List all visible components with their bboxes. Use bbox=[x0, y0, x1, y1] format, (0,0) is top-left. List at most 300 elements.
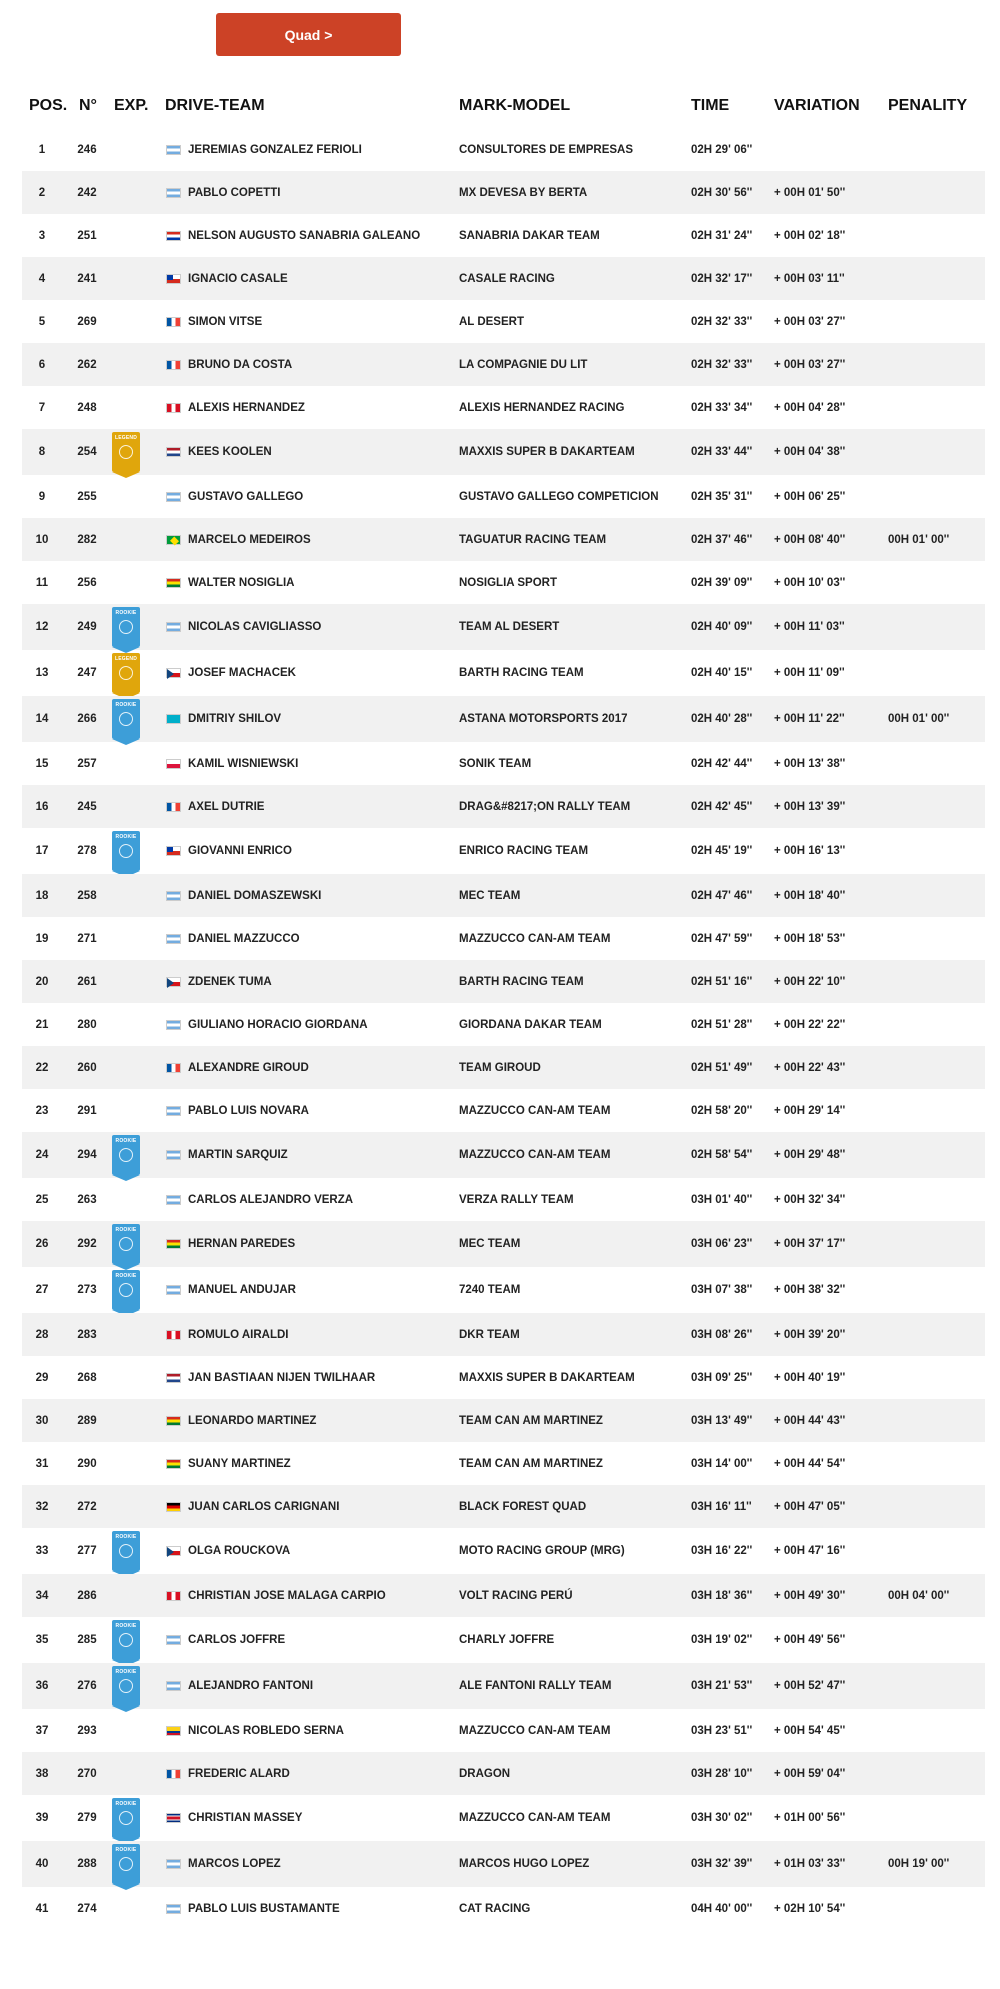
table-row[interactable] bbox=[22, 343, 985, 386]
position-cell: 5 bbox=[38, 315, 46, 328]
time-cell: 03H 07' 38'' bbox=[691, 1284, 753, 1296]
variation-cell: + 00H 32' 34'' bbox=[774, 1193, 846, 1206]
table-row[interactable] bbox=[22, 874, 985, 917]
driver-name-link[interactable]: MARCOS LOPEZ bbox=[188, 1858, 281, 1870]
team-name-cell: DRAG&#8217;ON RALLY TEAM bbox=[459, 800, 631, 813]
variation-cell: + 00H 13' 38'' bbox=[774, 757, 846, 770]
team-name-cell: MX DEVESA BY BERTA bbox=[459, 186, 588, 199]
team-name-cell: TEAM AL DESERT bbox=[459, 621, 560, 633]
variation-cell: + 00H 04' 38'' bbox=[774, 446, 846, 458]
time-cell: 03H 09' 25'' bbox=[691, 1371, 753, 1384]
driver-name-link[interactable]: KAMIL WISNIEWSKI bbox=[188, 757, 299, 770]
driver-name-link[interactable]: JAN BASTIAAN NIJEN TWILHAAR bbox=[188, 1371, 376, 1384]
dakar-logo-icon bbox=[119, 1679, 133, 1693]
time-cell: 03H 16' 22'' bbox=[691, 1545, 753, 1557]
bib-number-cell: 273 bbox=[77, 1284, 97, 1296]
variation-cell: + 00H 22' 43'' bbox=[774, 1061, 846, 1074]
bib-number-cell: 276 bbox=[77, 1680, 97, 1692]
bib-number-cell: 255 bbox=[77, 490, 97, 503]
driver-name-link[interactable]: MARTIN SARQUIZ bbox=[188, 1149, 288, 1161]
badge-label: ROOKIE bbox=[115, 702, 137, 708]
bib-number-cell: 292 bbox=[77, 1238, 97, 1250]
country-flag-icon bbox=[166, 1813, 181, 1823]
results-table bbox=[22, 128, 985, 1930]
team-name-cell: CASALE RACING bbox=[459, 272, 555, 285]
table-row[interactable] bbox=[22, 1046, 985, 1089]
country-flag-icon bbox=[166, 1416, 181, 1426]
team-name-cell: TAGUATUR RACING TEAM bbox=[459, 533, 607, 546]
rookie-badge-icon bbox=[112, 1666, 140, 1706]
col-header-exp[interactable]: EXP. bbox=[114, 97, 149, 114]
driver-name-link[interactable]: NICOLAS ROBLEDO SERNA bbox=[188, 1724, 344, 1737]
time-cell: 02H 30' 56'' bbox=[691, 186, 753, 199]
driver-name-link[interactable]: JUAN CARLOS CARIGNANI bbox=[188, 1500, 340, 1513]
table-row[interactable] bbox=[22, 1574, 985, 1617]
team-name-cell: DRAGON bbox=[459, 1767, 511, 1780]
bib-number-cell: 282 bbox=[77, 533, 97, 546]
table-row[interactable] bbox=[22, 1003, 985, 1046]
badge-label: ROOKIE bbox=[115, 1227, 137, 1233]
driver-name-link[interactable]: NELSON AUGUSTO SANABRIA GALEANO bbox=[188, 229, 421, 242]
time-cell: 03H 06' 23'' bbox=[691, 1238, 753, 1250]
table-row[interactable] bbox=[22, 604, 985, 650]
table-row[interactable] bbox=[22, 386, 985, 429]
penalty-cell: 00H 19' 00'' bbox=[888, 1858, 950, 1870]
table-row[interactable] bbox=[22, 1528, 985, 1574]
legend-badge-icon bbox=[112, 432, 140, 472]
bib-number-cell: 272 bbox=[77, 1500, 97, 1513]
bib-number-cell: 248 bbox=[77, 401, 97, 414]
driver-name-link[interactable]: PABLO LUIS BUSTAMANTE bbox=[188, 1902, 340, 1915]
col-header-mark-model[interactable]: MARK-MODEL bbox=[459, 97, 571, 114]
team-name-cell: MEC TEAM bbox=[459, 889, 521, 902]
time-cell: 02H 58' 54'' bbox=[691, 1149, 753, 1161]
driver-name-link[interactable]: DMITRIY SHILOV bbox=[188, 713, 282, 725]
country-flag-icon bbox=[166, 1195, 181, 1205]
rookie-badge-icon bbox=[112, 831, 140, 871]
time-cell: 02H 31' 24'' bbox=[691, 229, 753, 242]
bib-number-cell: 291 bbox=[77, 1104, 97, 1117]
team-name-cell: MOTO RACING GROUP (MRG) bbox=[459, 1545, 625, 1557]
variation-cell: + 00H 52' 47'' bbox=[774, 1680, 846, 1692]
country-flag-icon bbox=[166, 891, 181, 901]
country-flag-icon bbox=[166, 274, 181, 284]
position-cell: 28 bbox=[35, 1328, 49, 1341]
badge-label: LEGEND bbox=[114, 656, 138, 662]
country-flag-icon bbox=[166, 1635, 181, 1645]
badge-label: ROOKIE bbox=[115, 1138, 137, 1144]
variation-cell: + 00H 47' 16'' bbox=[774, 1545, 846, 1557]
country-flag-icon bbox=[166, 759, 181, 769]
time-cell: 02H 51' 16'' bbox=[691, 975, 753, 988]
team-name-cell: ALE FANTONI RALLY TEAM bbox=[459, 1680, 612, 1692]
col-header-pos[interactable]: POS. bbox=[29, 97, 68, 114]
driver-name-link[interactable]: SIMON VITSE bbox=[188, 315, 263, 328]
time-cell: 02H 33' 44'' bbox=[691, 446, 753, 458]
table-row[interactable] bbox=[22, 785, 985, 828]
variation-cell: + 00H 44' 54'' bbox=[774, 1457, 846, 1470]
driver-name-link[interactable]: CHRISTIAN JOSE MALAGA CARPIO bbox=[188, 1589, 386, 1602]
table-row[interactable] bbox=[22, 1709, 985, 1752]
rookie-badge-icon bbox=[112, 699, 140, 739]
variation-cell: + 00H 59' 04'' bbox=[774, 1767, 846, 1780]
position-cell: 7 bbox=[38, 401, 46, 414]
position-cell: 19 bbox=[35, 932, 49, 945]
table-row[interactable] bbox=[22, 1795, 985, 1841]
team-name-cell: GUSTAVO GALLEGO COMPETICION bbox=[459, 490, 659, 503]
team-name-cell: BARTH RACING TEAM bbox=[459, 975, 584, 988]
driver-name-link[interactable]: ZDENEK TUMA bbox=[188, 975, 272, 988]
team-name-cell: CHARLY JOFFRE bbox=[459, 1634, 555, 1646]
team-name-cell: MAXXIS SUPER B DAKARTEAM bbox=[459, 446, 635, 458]
badge-label: ROOKIE bbox=[115, 1534, 137, 1540]
position-cell: 17 bbox=[35, 845, 49, 857]
rookie-badge-icon bbox=[112, 1620, 140, 1660]
bib-number-cell: 262 bbox=[77, 358, 97, 371]
col-header-penality[interactable]: PENALITY bbox=[888, 97, 968, 114]
team-name-cell: SANABRIA DAKAR TEAM bbox=[459, 229, 600, 242]
penalty-cell: 00H 01' 00'' bbox=[888, 533, 950, 546]
position-cell: 22 bbox=[35, 1061, 49, 1074]
country-flag-icon bbox=[166, 578, 181, 588]
time-cell: 02H 32' 33'' bbox=[691, 358, 753, 371]
bib-number-cell: 294 bbox=[77, 1149, 97, 1161]
table-row[interactable] bbox=[22, 1178, 985, 1221]
variation-cell: + 00H 22' 10'' bbox=[774, 975, 846, 988]
country-flag-icon bbox=[166, 1681, 181, 1691]
time-cell: 02H 42' 44'' bbox=[691, 757, 753, 770]
country-flag-icon bbox=[166, 1020, 181, 1030]
table-row[interactable] bbox=[22, 1399, 985, 1442]
country-flag-icon bbox=[166, 231, 181, 241]
time-cell: 02H 45' 19'' bbox=[691, 845, 753, 857]
bib-number-cell: 288 bbox=[77, 1858, 97, 1870]
position-cell: 10 bbox=[35, 533, 49, 546]
variation-cell: + 00H 02' 18'' bbox=[774, 229, 846, 242]
position-cell: 37 bbox=[35, 1724, 49, 1737]
team-name-cell: VERZA RALLY TEAM bbox=[459, 1193, 574, 1206]
team-name-cell: MAXXIS SUPER B DAKARTEAM bbox=[459, 1371, 635, 1384]
position-cell: 31 bbox=[35, 1457, 49, 1470]
bib-number-cell: 269 bbox=[77, 315, 97, 328]
team-name-cell: ALEXIS HERNANDEZ RACING bbox=[459, 401, 625, 414]
variation-cell: + 00H 18' 40'' bbox=[774, 889, 846, 902]
country-flag-icon bbox=[166, 1769, 181, 1779]
position-cell: 21 bbox=[35, 1018, 49, 1031]
dakar-logo-icon bbox=[119, 445, 133, 459]
position-cell: 41 bbox=[35, 1902, 49, 1915]
position-cell: 36 bbox=[35, 1680, 49, 1692]
table-row[interactable] bbox=[22, 1132, 985, 1178]
rookie-badge-icon bbox=[112, 1270, 140, 1310]
team-name-cell: 7240 TEAM bbox=[459, 1284, 521, 1296]
team-name-cell: ASTANA MOTORSPORTS 2017 bbox=[459, 713, 628, 725]
dakar-logo-icon bbox=[119, 1811, 133, 1825]
time-cell: 02H 29' 06'' bbox=[691, 143, 753, 156]
position-cell: 12 bbox=[35, 621, 49, 633]
country-flag-icon bbox=[166, 1904, 181, 1914]
driver-name-link[interactable]: OLGA ROUCKOVA bbox=[188, 1545, 291, 1557]
bib-number-cell: 242 bbox=[77, 186, 97, 199]
driver-name-link[interactable]: AXEL DUTRIE bbox=[188, 800, 265, 813]
time-cell: 02H 32' 33'' bbox=[691, 315, 753, 328]
table-row[interactable] bbox=[22, 561, 985, 604]
position-cell: 35 bbox=[35, 1634, 49, 1646]
driver-name-link[interactable]: MARCELO MEDEIROS bbox=[188, 533, 311, 546]
driver-name-link[interactable]: HERNAN PAREDES bbox=[188, 1238, 296, 1250]
position-cell: 9 bbox=[38, 490, 46, 503]
position-cell: 34 bbox=[35, 1589, 49, 1602]
rookie-badge-icon bbox=[112, 607, 140, 647]
table-row[interactable] bbox=[22, 1617, 985, 1663]
driver-name-link[interactable]: BRUNO DA COSTA bbox=[188, 358, 293, 371]
variation-cell: + 00H 03' 27'' bbox=[774, 315, 846, 328]
driver-name-link[interactable]: WALTER NOSIGLIA bbox=[188, 576, 295, 589]
table-row[interactable] bbox=[22, 171, 985, 214]
country-flag-icon bbox=[166, 1106, 181, 1116]
table-row[interactable] bbox=[22, 828, 985, 874]
driver-name-link[interactable]: SUANY MARTINEZ bbox=[188, 1457, 291, 1470]
driver-name-link[interactable]: ALEJANDRO FANTONI bbox=[188, 1680, 314, 1692]
variation-cell: + 02H 10' 54'' bbox=[774, 1902, 846, 1915]
driver-name-link[interactable]: FREDERIC ALARD bbox=[188, 1767, 290, 1780]
team-name-cell: BLACK FOREST QUAD bbox=[459, 1500, 587, 1513]
dakar-logo-icon bbox=[119, 666, 133, 680]
time-cell: 02H 47' 46'' bbox=[691, 889, 753, 902]
variation-cell: + 00H 49' 56'' bbox=[774, 1634, 846, 1646]
position-cell: 16 bbox=[35, 800, 49, 813]
bib-number-cell: 280 bbox=[77, 1018, 97, 1031]
variation-cell: + 00H 49' 30'' bbox=[774, 1589, 846, 1602]
driver-name-link[interactable]: NICOLAS CAVIGLIASSO bbox=[188, 621, 322, 633]
position-cell: 39 bbox=[35, 1812, 49, 1824]
variation-cell: + 00H 03' 11'' bbox=[774, 272, 845, 285]
country-flag-icon bbox=[166, 1459, 181, 1469]
table-row[interactable] bbox=[22, 475, 985, 518]
variation-cell: + 00H 01' 50'' bbox=[774, 186, 846, 199]
driver-name-link[interactable]: CARLOS JOFFRE bbox=[188, 1634, 286, 1646]
col-header-variation[interactable]: VARIATION bbox=[774, 97, 860, 114]
driver-name-link[interactable]: LEONARDO MARTINEZ bbox=[188, 1414, 317, 1427]
country-flag-icon bbox=[166, 145, 181, 155]
team-name-cell: VOLT RACING PERÚ bbox=[459, 1589, 573, 1602]
team-name-cell: CONSULTORES DE EMPRESAS bbox=[459, 143, 634, 156]
table-row[interactable] bbox=[22, 742, 985, 785]
country-flag-icon bbox=[166, 714, 181, 724]
position-cell: 23 bbox=[35, 1104, 49, 1117]
table-row[interactable] bbox=[22, 1267, 985, 1313]
driver-name-link[interactable]: DANIEL DOMASZEWSKI bbox=[188, 889, 322, 902]
team-name-cell: DKR TEAM bbox=[459, 1328, 520, 1341]
category-quad-button[interactable]: Quad > bbox=[216, 13, 401, 56]
table-row[interactable] bbox=[22, 1442, 985, 1485]
col-header-drive-team[interactable]: DRIVE-TEAM bbox=[165, 97, 265, 114]
bib-number-cell: 283 bbox=[77, 1328, 97, 1341]
bib-number-cell: 263 bbox=[77, 1193, 97, 1206]
bib-number-cell: 289 bbox=[77, 1414, 97, 1427]
table-row[interactable] bbox=[22, 1485, 985, 1528]
time-cell: 03H 01' 40'' bbox=[691, 1193, 753, 1206]
table-row[interactable] bbox=[22, 1313, 985, 1356]
dakar-logo-icon bbox=[119, 712, 133, 726]
driver-name-link[interactable]: CARLOS ALEJANDRO VERZA bbox=[188, 1193, 354, 1206]
country-flag-icon bbox=[166, 317, 181, 327]
country-flag-icon bbox=[166, 403, 181, 413]
dakar-logo-icon bbox=[119, 1857, 133, 1871]
variation-cell: + 00H 40' 19'' bbox=[774, 1371, 846, 1384]
legend-badge-icon bbox=[112, 653, 140, 693]
bib-number-cell: 271 bbox=[77, 932, 97, 945]
variation-cell: + 00H 47' 05'' bbox=[774, 1500, 846, 1513]
bib-number-cell: 286 bbox=[77, 1589, 97, 1602]
badge-label: ROOKIE bbox=[115, 610, 137, 616]
driver-name-link[interactable]: IGNACIO CASALE bbox=[188, 272, 288, 285]
time-cell: 03H 08' 26'' bbox=[691, 1328, 753, 1341]
bib-number-cell: 278 bbox=[77, 845, 97, 857]
time-cell: 02H 32' 17'' bbox=[691, 272, 753, 285]
position-cell: 1 bbox=[38, 143, 46, 156]
time-cell: 02H 42' 45'' bbox=[691, 800, 753, 813]
country-flag-icon bbox=[166, 668, 181, 678]
team-name-cell: TEAM GIROUD bbox=[459, 1061, 541, 1074]
table-row[interactable] bbox=[22, 429, 985, 475]
bib-number-cell: 258 bbox=[77, 889, 97, 902]
table-row[interactable] bbox=[22, 1887, 985, 1930]
position-cell: 29 bbox=[35, 1371, 49, 1384]
variation-cell: + 00H 22' 22'' bbox=[774, 1018, 846, 1031]
badge-label: ROOKIE bbox=[115, 1801, 137, 1807]
position-cell: 11 bbox=[35, 576, 49, 589]
variation-cell: + 00H 37' 17'' bbox=[774, 1238, 846, 1250]
bib-number-cell: 241 bbox=[77, 272, 97, 285]
table-row[interactable] bbox=[22, 1089, 985, 1132]
variation-cell: + 01H 03' 33'' bbox=[774, 1858, 846, 1870]
badge-label: ROOKIE bbox=[115, 1273, 137, 1279]
driver-name-link[interactable]: JOSEF MACHACEK bbox=[188, 667, 296, 679]
country-flag-icon bbox=[166, 360, 181, 370]
driver-name-link[interactable]: ALEXANDRE GIROUD bbox=[188, 1061, 309, 1074]
time-cell: 02H 39' 09'' bbox=[691, 576, 753, 589]
table-row[interactable] bbox=[22, 300, 985, 343]
time-cell: 03H 32' 39'' bbox=[691, 1858, 753, 1870]
country-flag-icon bbox=[166, 934, 181, 944]
variation-cell: + 00H 18' 53'' bbox=[774, 932, 846, 945]
variation-cell: + 00H 54' 45'' bbox=[774, 1724, 846, 1737]
dakar-logo-icon bbox=[119, 1544, 133, 1558]
driver-name-link[interactable]: KEES KOOLEN bbox=[188, 446, 272, 458]
penalty-cell: 00H 01' 00'' bbox=[888, 713, 950, 725]
team-name-cell: MARCOS HUGO LOPEZ bbox=[459, 1858, 590, 1870]
driver-name-link[interactable]: ROMULO AIRALDI bbox=[188, 1328, 289, 1341]
country-flag-icon bbox=[166, 1859, 181, 1869]
table-row[interactable] bbox=[22, 1752, 985, 1795]
team-name-cell: TEAM CAN AM MARTINEZ bbox=[459, 1457, 603, 1470]
col-header-num[interactable]: N° bbox=[79, 97, 97, 114]
driver-name-link[interactable]: GUSTAVO GALLEGO bbox=[188, 490, 304, 503]
time-cell: 03H 21' 53'' bbox=[691, 1680, 753, 1692]
team-name-cell: MAZZUCCO CAN-AM TEAM bbox=[459, 1812, 611, 1824]
position-cell: 8 bbox=[38, 446, 46, 458]
position-cell: 24 bbox=[35, 1149, 49, 1161]
country-flag-icon bbox=[166, 1546, 181, 1556]
bib-number-cell: 268 bbox=[77, 1371, 97, 1384]
dakar-logo-icon bbox=[119, 1237, 133, 1251]
table-row[interactable] bbox=[22, 960, 985, 1003]
driver-name-link[interactable]: GIOVANNI ENRICO bbox=[188, 845, 292, 857]
team-name-cell: MAZZUCCO CAN-AM TEAM bbox=[459, 1724, 611, 1737]
table-row[interactable] bbox=[22, 257, 985, 300]
country-flag-icon bbox=[166, 802, 181, 812]
position-cell: 25 bbox=[35, 1193, 49, 1206]
dakar-logo-icon bbox=[119, 844, 133, 858]
table-row[interactable] bbox=[22, 214, 985, 257]
position-cell: 26 bbox=[35, 1238, 49, 1250]
driver-name-link[interactable]: MANUEL ANDUJAR bbox=[188, 1284, 296, 1296]
team-name-cell: TEAM CAN AM MARTINEZ bbox=[459, 1414, 603, 1427]
team-name-cell: AL DESERT bbox=[459, 315, 524, 328]
position-cell: 14 bbox=[35, 713, 49, 725]
table-row[interactable] bbox=[22, 1663, 985, 1709]
driver-name-link[interactable]: PABLO LUIS NOVARA bbox=[188, 1104, 309, 1117]
time-cell: 03H 28' 10'' bbox=[691, 1767, 753, 1780]
rookie-badge-icon bbox=[112, 1844, 140, 1884]
rookie-badge-icon bbox=[112, 1798, 140, 1838]
driver-name-link[interactable]: CHRISTIAN MASSEY bbox=[188, 1812, 303, 1824]
driver-name-link[interactable]: GIULIANO HORACIO GIORDANA bbox=[188, 1018, 368, 1031]
position-cell: 38 bbox=[35, 1767, 49, 1780]
table-row[interactable] bbox=[22, 1356, 985, 1399]
team-name-cell: MAZZUCCO CAN-AM TEAM bbox=[459, 932, 611, 945]
rookie-badge-icon bbox=[112, 1531, 140, 1571]
time-cell: 02H 35' 31'' bbox=[691, 490, 753, 503]
col-header-time[interactable]: TIME bbox=[691, 97, 730, 114]
table-row[interactable] bbox=[22, 1841, 985, 1887]
variation-cell: + 00H 08' 40'' bbox=[774, 533, 846, 546]
team-name-cell: MEC TEAM bbox=[459, 1238, 521, 1250]
team-name-cell: GIORDANA DAKAR TEAM bbox=[459, 1018, 602, 1031]
table-row[interactable] bbox=[22, 696, 985, 742]
bib-number-cell: 247 bbox=[77, 667, 97, 679]
table-row[interactable] bbox=[22, 917, 985, 960]
driver-name-link[interactable]: ALEXIS HERNANDEZ bbox=[188, 401, 305, 414]
driver-name-link[interactable]: JEREMIAS GONZALEZ FERIOLI bbox=[188, 143, 362, 156]
team-name-cell: ENRICO RACING TEAM bbox=[459, 845, 589, 857]
bib-number-cell: 266 bbox=[77, 713, 97, 725]
driver-name-link[interactable]: PABLO COPETTI bbox=[188, 186, 281, 199]
country-flag-icon bbox=[166, 1063, 181, 1073]
bib-number-cell: 256 bbox=[77, 576, 97, 589]
table-row[interactable] bbox=[22, 518, 985, 561]
table-row[interactable] bbox=[22, 128, 985, 171]
bib-number-cell: 261 bbox=[77, 975, 97, 988]
driver-name-link[interactable]: DANIEL MAZZUCCO bbox=[188, 932, 300, 945]
team-name-cell: SONIK TEAM bbox=[459, 757, 532, 770]
position-cell: 32 bbox=[35, 1500, 49, 1513]
badge-label: ROOKIE bbox=[115, 1623, 137, 1629]
position-cell: 30 bbox=[35, 1414, 49, 1427]
variation-cell: + 00H 10' 03'' bbox=[774, 576, 846, 589]
position-cell: 15 bbox=[35, 757, 49, 770]
time-cell: 04H 40' 00'' bbox=[691, 1902, 753, 1915]
position-cell: 40 bbox=[35, 1858, 49, 1870]
table-row[interactable] bbox=[22, 650, 985, 696]
time-cell: 02H 40' 15'' bbox=[691, 667, 753, 679]
table-row[interactable] bbox=[22, 1221, 985, 1267]
time-cell: 02H 40' 28'' bbox=[691, 713, 753, 725]
badge-label: ROOKIE bbox=[115, 1847, 137, 1853]
time-cell: 03H 23' 51'' bbox=[691, 1724, 753, 1737]
variation-cell: + 00H 16' 13'' bbox=[774, 845, 846, 857]
